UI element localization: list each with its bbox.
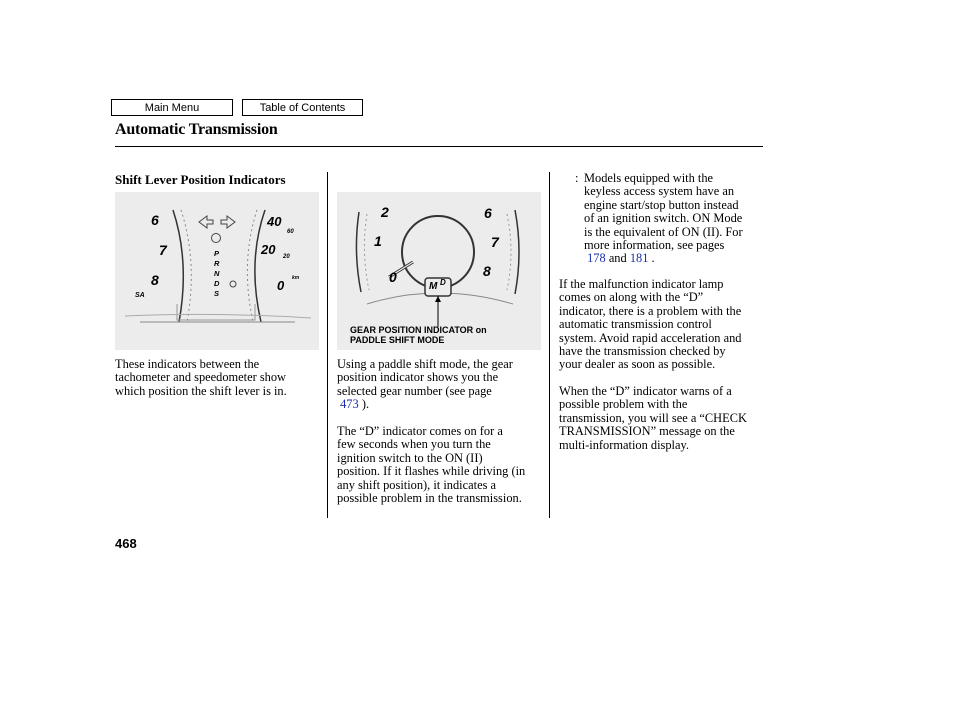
gear-indicator-list [214, 249, 222, 299]
speed-small-label: 60 [287, 229, 294, 235]
gauge-number: 1 [374, 233, 382, 249]
text-line: engine start/stop button instead [584, 197, 739, 212]
text-line: The “D” indicator comes on for a [337, 424, 503, 438]
text-line: position. If it flashes while driving (in [337, 464, 526, 479]
gauge-number: 0 [389, 269, 397, 285]
text-line: position indicator shows you the [337, 370, 499, 385]
section-heading: Shift Lever Position Indicators [115, 172, 286, 187]
speed-small-label: 20 [283, 254, 290, 260]
text-line [337, 398, 513, 411]
text-line: which position the shift lever is in. [115, 383, 287, 398]
col1-paragraph [115, 358, 287, 398]
text-line: These indicators between the [115, 357, 260, 371]
text-line: tachometer and speedometer show [115, 370, 286, 385]
side-label: SA [135, 292, 145, 299]
gear-letter: S [214, 289, 220, 298]
text-line: any shift position), it indicates a [337, 477, 496, 492]
main-menu-button[interactable]: Main Menu [111, 99, 233, 116]
text-line: If the malfunction indicator lamp [559, 277, 724, 291]
text-line: TRANSMISSION” message on the [559, 424, 735, 439]
speed-number: 0 [277, 278, 285, 293]
speed-number: 20 [261, 242, 276, 257]
text-line: keyless access system have an [584, 184, 735, 199]
gauge-number: 6 [484, 205, 492, 221]
tach-number: 8 [151, 272, 159, 288]
text-line: When the “D” indicator warns of a [559, 384, 732, 398]
title-rule [115, 146, 763, 147]
page-title: Automatic Transmission [115, 121, 278, 138]
text-fragment: ). [361, 397, 370, 412]
table-of-contents-button[interactable]: Table of Contents [242, 99, 363, 116]
col2-paragraph-1 [337, 358, 513, 412]
page-number: 468 [115, 536, 137, 551]
text-line [584, 252, 743, 265]
text-line: possible problem in the transmission. [337, 491, 522, 506]
text-line: selected gear number (see page [337, 383, 492, 398]
text-line: Using a paddle shift mode, the gear [337, 357, 513, 371]
gear-position-indicator: M [429, 281, 438, 292]
text-line: system. Avoid rapid acceleration and [559, 330, 742, 345]
text-line: possible problem with the [559, 397, 688, 412]
caption-line: GEAR POSITION INDICATOR on [350, 325, 487, 335]
shift-indicator-figure [115, 192, 319, 350]
tach-number: 7 [159, 242, 167, 258]
gear-letter: N [214, 269, 220, 278]
page-link-178[interactable]: 178 [587, 251, 606, 266]
text-line: is the equivalent of ON (II). For [584, 224, 743, 239]
column-divider-1 [327, 172, 328, 518]
text-line: indicator, there is a problem with the [559, 303, 742, 318]
text-line: multi-information display. [559, 437, 689, 452]
col3-paragraph-2 [559, 385, 747, 452]
text-line: have the transmission checked by [559, 344, 726, 359]
text-line: comes on along with the “D” [559, 290, 704, 305]
text-line: ignition switch to the ON (II) [337, 450, 483, 465]
gear-letter: P [214, 249, 220, 258]
gear-letter: D [214, 279, 220, 288]
gauge-number: 7 [491, 234, 499, 250]
figure-caption [350, 325, 487, 345]
speed-small-label: km [292, 275, 300, 281]
text-line: more information, see pages [584, 238, 725, 253]
text-line: transmission, you will see a “CHECK [559, 410, 747, 425]
page-link-181[interactable]: 181 [629, 251, 649, 266]
text-line: automatic transmission control [559, 317, 712, 332]
tach-number: 6 [151, 212, 159, 228]
page-link-473[interactable]: 473 [340, 397, 359, 412]
gauge-number: 2 [381, 204, 389, 220]
speed-number: 40 [267, 214, 282, 229]
gauge-number: 8 [483, 263, 491, 279]
column-divider-2 [549, 172, 550, 518]
text-fragment: . [651, 251, 655, 266]
col3-paragraph-1 [559, 278, 741, 372]
gear-letter: R [214, 259, 220, 268]
text-line: your dealer as soon as possible. [559, 357, 716, 372]
keyless-note [584, 172, 743, 266]
caption-line: PADDLE SHIFT MODE [350, 335, 445, 345]
note-marker: : [575, 171, 579, 185]
text-line: of an ignition switch. ON Mode [584, 211, 743, 226]
text-line: Models equipped with the [584, 171, 714, 185]
col2-paragraph-2 [337, 425, 525, 505]
text-fragment: and [608, 251, 627, 266]
paddle-shift-figure [337, 192, 541, 350]
gear-position-sub: D [440, 278, 446, 287]
text-line: few seconds when you turn the [337, 437, 491, 452]
